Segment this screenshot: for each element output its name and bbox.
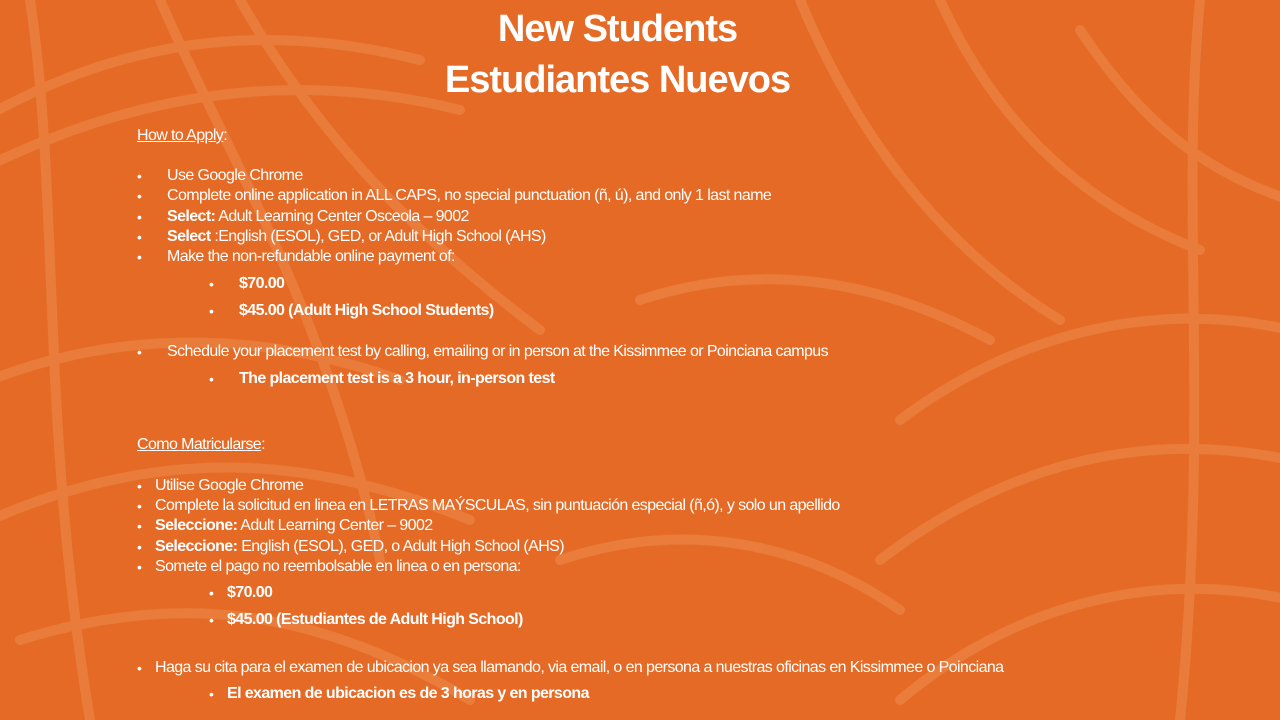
bullet: • bbox=[137, 498, 142, 514]
bullet: • bbox=[209, 686, 214, 702]
bullet: • bbox=[137, 188, 142, 204]
bullet: • bbox=[137, 344, 142, 360]
fee-item: $45.00 (Adult High School Students) bbox=[239, 302, 494, 319]
schedule-item: Haga su cita para el examen de ubicacion ya sea llamando, via email, o en persona a nuestras oficinas en Kissimmee o Poinciana bbox=[155, 659, 1004, 676]
list-item bbox=[167, 227, 546, 247]
schedule-item: Schedule your placement test by calling, emailing or in person at the Kissimmee or Poinciana campus bbox=[167, 343, 828, 360]
page-title: New Students bbox=[497, 8, 738, 50]
bullet: • bbox=[137, 539, 142, 555]
bullet: • bbox=[137, 559, 142, 575]
bullet: • bbox=[137, 229, 142, 245]
label-bold: Seleccione: bbox=[155, 538, 238, 555]
fee-item: $70.00 bbox=[227, 584, 273, 601]
label-text: :English (ESOL), GED, or Adult High School (AHS) bbox=[210, 228, 546, 245]
bullet: • bbox=[209, 276, 214, 292]
label-bold: Select bbox=[167, 228, 211, 245]
section-heading-en bbox=[137, 126, 227, 146]
list-item bbox=[167, 207, 469, 227]
list-item bbox=[155, 516, 433, 536]
bullet: • bbox=[209, 612, 214, 628]
list-item: Use Google Chrome bbox=[167, 167, 303, 184]
label-bold: Select: bbox=[167, 208, 216, 225]
heading-colon: : bbox=[261, 436, 265, 453]
list-item: Complete online application in ALL CAPS, no special punctuation (ñ, ú), and only 1 last name bbox=[167, 187, 772, 204]
list-item: Make the non-refundable online payment of: bbox=[167, 248, 455, 265]
fee-item: $70.00 bbox=[239, 275, 285, 292]
bullet: • bbox=[137, 249, 142, 265]
label-bold: Seleccione: bbox=[155, 517, 238, 534]
list-item bbox=[155, 537, 564, 557]
page-subtitle: Estudiantes Nuevos bbox=[444, 59, 791, 101]
bullet: • bbox=[209, 371, 214, 387]
heading-text: How to Apply bbox=[137, 127, 224, 144]
section-heading-es bbox=[137, 435, 265, 455]
bullet: • bbox=[137, 478, 142, 494]
label-text: English (ESOL), GED, o Adult High School (AHS) bbox=[237, 538, 564, 555]
heading-text: Como Matricularse bbox=[137, 436, 262, 453]
test-note: The placement test is a 3 hour, in-person test bbox=[239, 370, 555, 387]
list-item: Utilise Google Chrome bbox=[155, 477, 304, 494]
bullet: • bbox=[137, 209, 142, 225]
label-text: Adult Learning Center – 9002 bbox=[237, 517, 433, 534]
test-note: El examen de ubicacion es de 3 horas y en persona bbox=[227, 685, 589, 702]
bullet: • bbox=[137, 168, 142, 184]
bullet: • bbox=[209, 303, 214, 319]
heading-colon: : bbox=[223, 127, 228, 144]
label-text: Adult Learning Center Osceola – 9002 bbox=[215, 208, 469, 225]
list-item: Somete el pago no reembolsable en linea o en persona: bbox=[155, 558, 521, 575]
bullet: • bbox=[137, 660, 142, 676]
bullet: • bbox=[209, 585, 214, 601]
fee-item: $45.00 (Estudiantes de Adult High School) bbox=[227, 611, 523, 628]
bullet: • bbox=[137, 518, 142, 534]
list-item: Complete la solicitud en linea en LETRAS MAÝSCULAS, sin puntuación especial (ñ,ó), y solo un apellido bbox=[155, 497, 840, 514]
